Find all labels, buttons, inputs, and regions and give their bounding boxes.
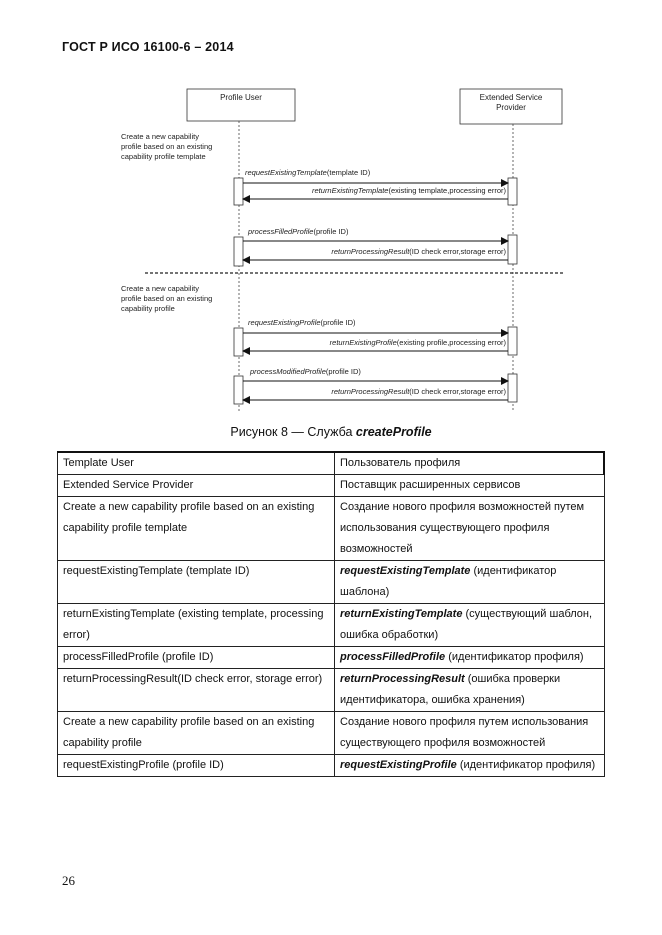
m3-name: processFilledProfile <box>248 227 314 236</box>
term-ru-description: (существующий шаблон, ошибка обработки) <box>340 608 593 641</box>
sequence-diagram <box>0 0 662 425</box>
term-en: requestExistingTemplate (template ID) <box>58 561 335 604</box>
table-row <box>58 712 605 755</box>
note-template-line-3: capability profile template <box>121 152 206 161</box>
term-ru <box>335 755 605 777</box>
term-en: requestExistingProfile (profile ID) <box>58 755 335 777</box>
m2-name: returnExistingTemplate <box>312 186 389 195</box>
m4-name: returnProcessingResult <box>331 247 410 256</box>
term-ru <box>335 647 605 669</box>
m8-args: (ID check error,storage error) <box>409 387 506 396</box>
document-header: ГОСТ Р ИСО 16100-6 – 2014 <box>62 40 234 54</box>
m6-name: returnExistingProfile <box>329 338 397 347</box>
term-ru-description: (ошибка проверки идентификатора, ошибка хранения) <box>340 673 561 706</box>
term-ru-description: (идентификатор шаблона) <box>340 565 557 598</box>
term-en: Create a new capability profile based on an existing capability profile <box>58 712 335 755</box>
m7-args: (profile ID) <box>325 367 361 376</box>
m7-name: processModifiedProfile <box>250 367 326 376</box>
message-return-processing-result-label <box>331 247 506 256</box>
activation-user-1 <box>234 178 243 205</box>
message-process-filled-profile-label <box>247 227 349 236</box>
term-en: Create a new capability profile based on an existing capability profile template <box>58 497 335 561</box>
message-request-existing-template-label <box>245 168 371 177</box>
caption-prefix: Рисунок 8 — Служба <box>230 425 356 439</box>
activation-provider-4 <box>508 374 517 402</box>
term-ru <box>335 604 605 647</box>
table-row <box>58 669 605 712</box>
message-return-existing-template-label <box>312 186 506 195</box>
activation-user-2 <box>234 237 243 266</box>
table-row <box>58 604 605 647</box>
activation-user-4 <box>234 376 243 404</box>
message-process-modified-profile-label <box>249 367 361 376</box>
table-row <box>58 561 605 604</box>
table-row <box>58 475 605 497</box>
m3-args: (profile ID) <box>313 227 349 236</box>
table-row <box>58 755 605 777</box>
table-row <box>58 647 605 669</box>
m2-args: (existing template,processing error) <box>388 186 506 195</box>
table-row <box>58 497 605 561</box>
actor-provider-label-2: Provider <box>496 103 526 112</box>
activation-provider-1 <box>508 178 517 205</box>
figure-caption <box>0 425 662 439</box>
note-profile-line-2: profile based on an existing <box>121 294 213 303</box>
message-return-processing-result-2-label <box>331 387 506 396</box>
message-request-existing-profile-label <box>248 318 356 327</box>
term-ru-description: (идентификатор профиля) <box>456 759 596 771</box>
terms-table <box>57 451 605 777</box>
actor-profile-user-label: Profile User <box>220 93 262 102</box>
term-ru-name: requestExistingTemplate <box>340 565 471 577</box>
term-en: returnExistingTemplate (existing template, processing error) <box>58 604 335 647</box>
m1-name: requestExistingTemplate <box>245 168 327 177</box>
term-ru: Пользователь профиля <box>335 452 605 475</box>
note-template-line-2: profile based on an existing <box>121 142 213 151</box>
term-en: Template User <box>58 452 335 475</box>
m8-name: returnProcessingResult <box>331 387 410 396</box>
term-en: processFilledProfile (profile ID) <box>58 647 335 669</box>
term-ru-description: (идентификатор профиля) <box>445 651 584 663</box>
caption-service-name: createProfile <box>355 425 432 439</box>
table-row <box>58 452 605 475</box>
term-ru-name: requestExistingProfile <box>340 759 457 771</box>
note-profile-line-3: capability profile <box>121 304 175 313</box>
note-template-line-1: Create a new capability <box>121 132 199 141</box>
term-ru: Создание нового профиля путем использования существующего профиля возможностей <box>335 712 605 755</box>
m5-name: requestExistingProfile <box>248 318 321 327</box>
m4-args: (ID check error,storage error) <box>409 247 506 256</box>
term-ru-name: returnProcessingResult <box>340 673 465 685</box>
message-return-existing-profile-label <box>330 338 507 347</box>
activation-provider-3 <box>508 327 517 355</box>
term-ru-name: returnExistingTemplate <box>340 608 463 620</box>
term-en: Extended Service Provider <box>58 475 335 497</box>
term-ru <box>335 669 605 712</box>
term-en: returnProcessingResult(ID check error, storage error) <box>58 669 335 712</box>
activation-provider-2 <box>508 235 517 264</box>
activation-user-3 <box>234 328 243 356</box>
note-profile-line-1: Create a new capability <box>121 284 199 293</box>
actor-provider-label-1: Extended Service <box>479 93 543 102</box>
m6-args: (existing profile,processing error) <box>396 338 506 347</box>
term-ru-name: processFilledProfile <box>340 651 446 663</box>
m5-args: (profile ID) <box>320 318 356 327</box>
term-ru: Создание нового профиля возможностей путем использования существующего профиля возможностей <box>335 497 605 561</box>
term-ru: Поставщик расширенных сервисов <box>335 475 605 497</box>
page-number: 26 <box>62 873 75 888</box>
m1-args: (template ID) <box>326 168 371 177</box>
term-ru <box>335 561 605 604</box>
